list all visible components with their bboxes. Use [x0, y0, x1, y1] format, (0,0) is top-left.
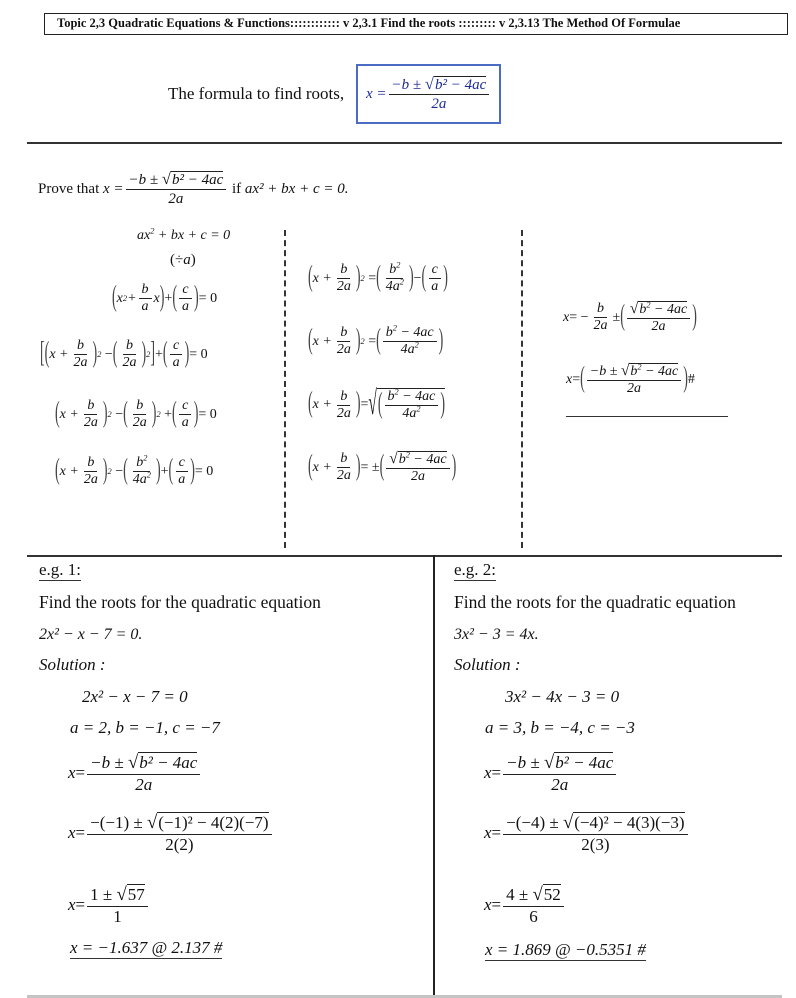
proof-step: ( x + $\frac{b}{2a}$ ) = ± ( $\frac{√b^2 - 4ac}{2a}$ ): [308, 450, 457, 485]
coefficients: a = 3, b = −4, c = −3: [485, 718, 635, 737]
solution-label: Solution :: [39, 655, 106, 674]
solution-label: Solution :: [454, 655, 521, 674]
example-answer: x = −1.637 @ 2.137 #: [70, 938, 223, 957]
formula-intro-label: The formula to find roots,: [168, 84, 345, 103]
proof-conclusion: x = ( $\frac{-b \pm √b^2 - 4ac}{2a}$ ) #: [566, 362, 695, 397]
topic-header: [44, 13, 788, 35]
standard-form: 3x² − 4x − 3 = 0: [505, 687, 620, 706]
example-equation: 2x² − x − 7 = 0.: [39, 626, 143, 643]
proof-column-separator-1: [284, 230, 286, 548]
proof-column-separator-2: [521, 230, 523, 548]
proof-step: ( x + $\frac{b}{2a}$ ) 2 − ( $\frac{b^2}{4a^2}$ ) + ( $\frac{c}{a}$ ) = 0: [55, 453, 214, 488]
proof-step: ( x + $\frac{b}{2a}$ ) 2 − ( $\frac{b}{2a}$ ) 2 + ( $\frac{c}{a}$ ) = 0: [55, 398, 217, 431]
proof-conclusion-underline: [566, 416, 728, 417]
substituted-formula: x = $\frac{\text{−(−4) ± √(−4)² − 4(3)(−3)}}{2(3)}$: [484, 812, 690, 855]
simplified-formula: x = $\frac{4 \pm √52}{6}$: [484, 884, 566, 927]
proof-step: x = − $\frac{b}{2a}$ ± ( $\frac{√b^2 - 4ac}{2a}$ ): [563, 300, 697, 335]
formula-radicand: b² − 4ac: [434, 76, 487, 93]
coefficients: a = 2, b = −1, c = −7: [70, 718, 220, 737]
standard-form: 2x² − x − 7 = 0: [82, 687, 188, 706]
proof-statement: Prove that x = $\frac{\text{−b ± √b² − 4ac}}{2a}$ if ax² + bx + c = 0.: [38, 169, 349, 208]
divider-top: [27, 142, 782, 144]
substituted-formula: x = $\frac{\text{−(−1) ± √(−1)² − 4(2)(−7)}}{2(2)}$: [68, 812, 274, 855]
general-formula: x = $\frac{\text{−b ± √b² − 4ac}}{2a}$: [68, 752, 202, 795]
formula-box: [356, 64, 501, 124]
example-equation: 3x² − 3 = 4x.: [454, 626, 539, 643]
general-formula: x = $\frac{\text{−b ± √b² − 4ac}}{2a}$: [484, 752, 618, 795]
proof-step: ( x + $\frac{b}{2a}$ ) 2 = ( $\frac{b^2 - 4ac}{4a^2}$ ): [308, 323, 444, 358]
formula-fraction: $\frac{\text{−b ± √b² − 4ac}}{2a}$: [389, 75, 490, 113]
examples-separator: [433, 555, 435, 998]
proof-step: [ ( x + $\frac{b}{2a}$ ) 2 − ( $\frac{b}{2a}$ ) 2 ] + ( $\frac{c}{a}$ ) = 0: [40, 338, 208, 371]
divider-middle: [27, 555, 782, 557]
example-label: e.g. 2:: [454, 560, 497, 579]
proof-step: ( x + $\frac{b}{2a}$ ) = √ ( $\frac{b^2 - 4ac}{4a^2}$ ): [308, 385, 446, 424]
example-label: e.g. 1:: [39, 560, 82, 579]
proof-step: (÷a): [170, 252, 196, 268]
formula-lhs: x =: [366, 85, 387, 102]
example-question: Find the roots for the quadratic equation: [39, 592, 321, 612]
proof-step: ( x + $\frac{b}{2a}$ ) 2 = ( $\frac{b^2}{4a^2}$ ) − ( $\frac{c}{a}$ ): [308, 260, 448, 295]
proof-step: ( x 2 + $\frac{b}{a}$ x ) + ( $\frac{c}{a}$ ) = 0: [112, 282, 218, 315]
example-answer: x = 1.869 @ −0.5351 #: [485, 940, 646, 959]
example-question: Find the roots for the quadratic equation: [454, 592, 736, 612]
proof-step: $ax^2$ + bx + c = 0: [137, 226, 231, 243]
simplified-formula: x = $\frac{1 \pm √57}{1}$: [68, 884, 150, 927]
formula-denominator: 2a: [431, 96, 447, 113]
topic-header-title: Topic 2,3 Quadratic Equations & Functions:::::::::::: v 2,3.1 Find the roots ::::::::: v 2,3.13 The Method Of Formulae: [57, 16, 681, 30]
